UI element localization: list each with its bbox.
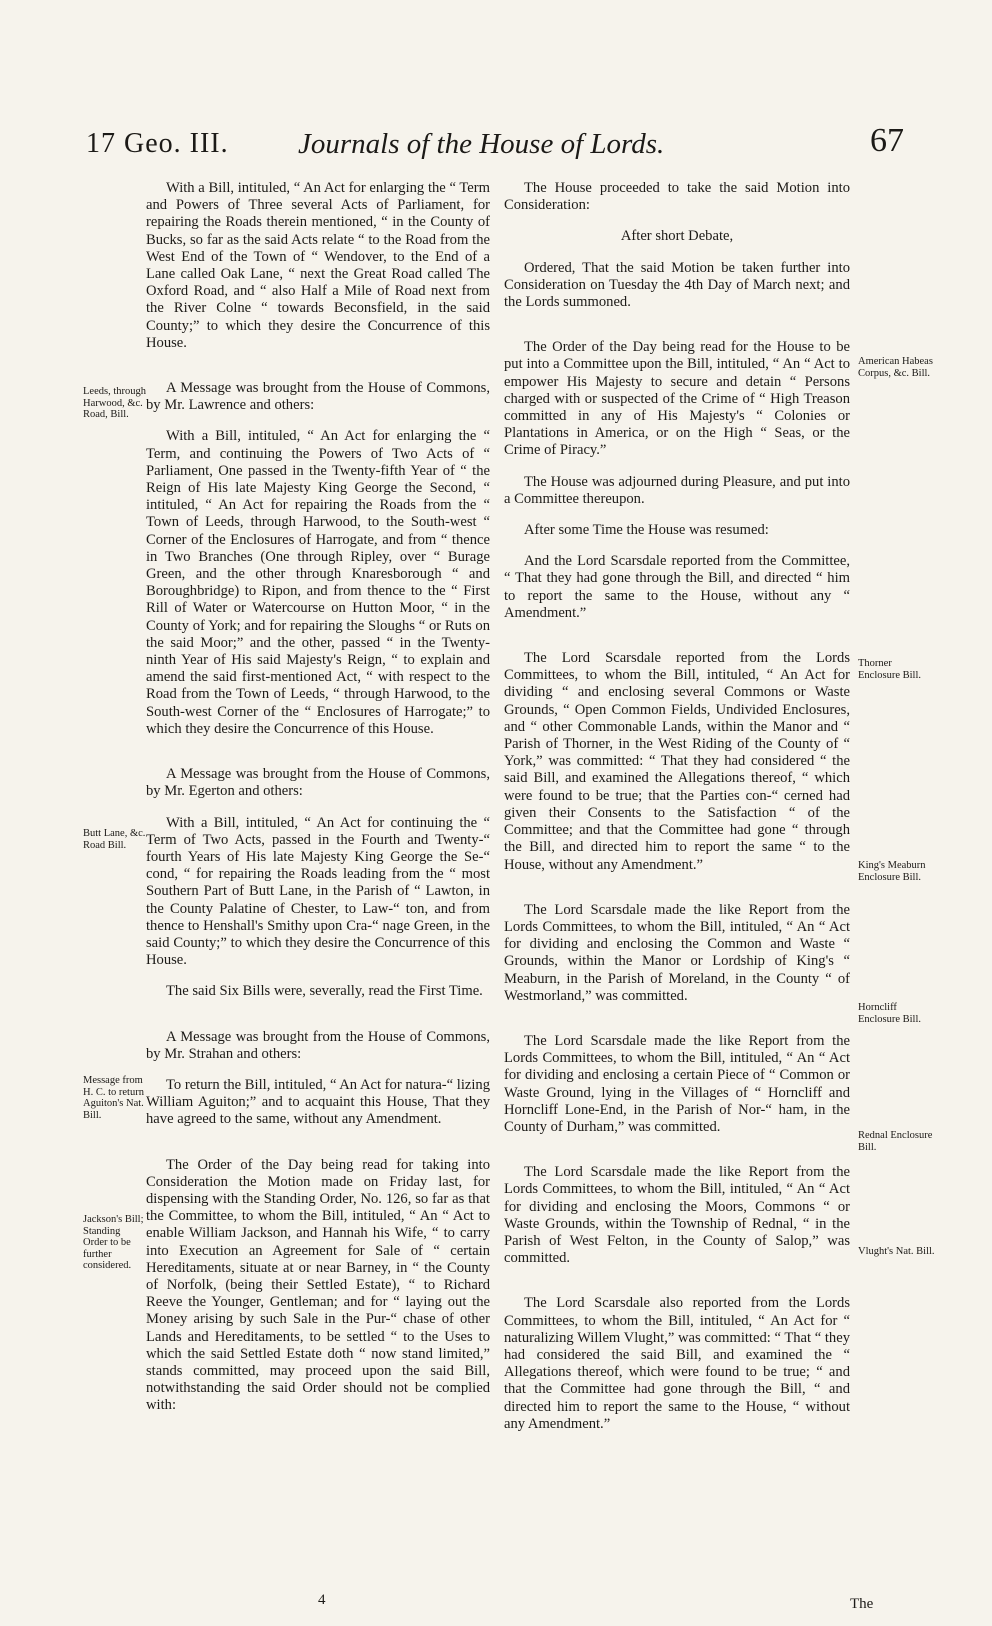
margin-note: Jackson's Bill; Standing Order to be further considered.	[83, 1214, 144, 1271]
catchword: The	[850, 1596, 874, 1612]
paragraph: After short Debate,	[620, 228, 734, 245]
paragraph: The Lord Scarsdale also reported from the Lords Committees, to whom the Bill, intituled, “ An Act for “ naturalizing Willem Vlught,” was committed: “ That “ they had considered the said Bill, and examined the “ Allegations thereof, which were found to be true; “ and that the Committee had gone through the Bill, “ and directed him to report the same to the House, “ without any Amendment.”	[504, 1295, 850, 1432]
margin-note: Thorner Enclosure Bill.	[858, 658, 921, 681]
margin-note: Leeds, through Harwood, &c. Road, Bill.	[83, 386, 146, 420]
left-column	[146, 180, 490, 1429]
paragraph: A Message was brought from the House of Commons, by Mr. Egerton and others:	[146, 766, 490, 800]
paragraph: The Lord Scarsdale made the like Report from the Lords Committees, to whom the Bill, intituled, “ An “ Act for dividing and enclosing the Moors, Commons “ or Waste Grounds, within the Township of Rednal, “ in the Parish of West Felton, in the County of Salop,” was committed.	[504, 1164, 850, 1267]
paragraph: The said Six Bills were, severally, read the First Time.	[166, 983, 483, 1000]
paragraph: A Message was brought from the House of Commons, by Mr. Strahan and others:	[146, 1028, 490, 1062]
paragraph: The Order of the Day being read for taking into Consideration the Motion made on Friday last, for dispensing with the Standing Order, No. 126, so far as that the Committee, to whom the Bill, intituled, “ An “ Act to enable William Jackson, and Hannah his Wife, “ to carry into Execution an Agreement for Sale of “ certain Hereditaments, situate at or near Barney, in “ the County of Norfolk, (being their Settled Estate), “ to Richard Reeve the Younger, Gentleman; and for “ laying out the Money arising by such Sale in the Pur-“ chase of other Lands and Hereditaments, to be settled “ to the Uses to which the said Settled Estate doth “ now stand limited,” stands committed, may proceed upon the said Bill, notwithstanding the said Order should not be complied with:	[146, 1156, 490, 1414]
margin-note: Rednal Enclosure Bill.	[858, 1130, 933, 1153]
header-title-text: Journals of the House of Lords.	[298, 128, 665, 160]
paragraph: After some Time the House was resumed:	[524, 522, 769, 539]
paragraph: The Lord Scarsdale made the like Report from the Lords Committees, to whom the Bill, intituled, “ An “ Act for dividing and enclosing the Common and Waste “ Grounds, within the Manor or Lordship of King's “ Meaburn, in the Parish of Moreland, in the County “ of Westmorland,” was committed.	[504, 901, 850, 1004]
signature-mark: 4	[318, 1592, 326, 1608]
header-title	[298, 128, 664, 161]
paragraph: With a Bill, intituled, “ An Act for enlarging the “ Term and Powers of Three several Acts of Parliament, for repairing the Roads therein mentioned, “ in the County of Bucks, so far as the said Acts relate “ to the Road from the West End of the Town of “ Wendover, to the End of a Lane called Oak Lane, “ next the Great Road called The Oxford Road, and “ also Half a Mile of Road next from the River Colne “ towards Beconsfield, in the said County;” to which they desire the Concurrence of this House.	[146, 180, 490, 351]
paragraph: The Order of the Day being read for the House to be put into a Committee upon the Bill, intituled, “ An “ Act to empower His Majesty to secure and detain “ Persons charged with or suspected of the Crime of “ High Treason committed in any of His Majesty's “ Colonies or Plantations in America, or on the High “ Seas, or the Crime of Piracy.”	[504, 339, 850, 459]
margin-note: King's Meaburn Enclosure Bill.	[858, 860, 926, 883]
right-column	[504, 180, 850, 1447]
margin-note: Butt Lane, &c. Road Bill.	[83, 828, 146, 851]
paragraph: A Message was brought from the House of Commons, by Mr. Lawrence and others:	[146, 380, 490, 414]
margin-note: Horncliff Enclosure Bill.	[858, 1002, 921, 1025]
paragraph: The House proceeded to take the said Motion into Consideration:	[504, 180, 850, 214]
paragraph: The House was adjourned during Pleasure, and put into a Committee thereupon.	[504, 473, 850, 507]
paragraph: With a Bill, intituled, “ An Act for enlarging the “ Term, and continuing the Powers of Two Acts of “ Parliament, One passed in the Twenty-fifth Year of “ the Reign of His late Majesty King George the Second, “ intituled, “ An Act for repairing the Roads from the “ Town of Leeds, through Harwood, to the South-west “ Corner of the Enclosures of Harrogate, and from “ thence in Two Branches (One through Ripley, over “ Burage Green, and the other through Knaresborough “ and Boroughbridge) to Ripon, and from thence to the “ First Rill of Water or Watercourse on Hutton Moor, “ in the County of York; and for repairing the Sloughs “ or Ruts on the said Moor;” and the other, passed “ in the Twenty-ninth Year of His said Majesty's Reign, “ to explain and amend the said first-mentioned Act, “ with respect to the Road from the Town of Leeds, “ through Harwood, to the South-west Corner of the “ Enclosures of Harrogate;” to which they desire the Concurrence of this House.	[146, 428, 490, 737]
header-page-number: 67	[870, 122, 904, 159]
paragraph: The Lord Scarsdale made the like Report from the Lords Committees, to whom the Bill, intituled, “ An “ Act for dividing and enclosing a certain Piece of “ Common or Waste Ground, lying in the Villages of “ Horncliff and Horncliff Lone-End, in the Parish of Nor-“ ham, in the County of Durham,” was committed.	[504, 1032, 850, 1135]
paragraph: And the Lord Scarsdale reported from the Committee, “ That they had gone through the Bill, and directed “ him to report the same to the House, without any “ Amendment.”	[504, 553, 850, 621]
paragraph: The Lord Scarsdale reported from the Lords Committees, to whom the Bill, intituled, “ An Act for dividing “ and enclosing several Commons or Waste Grounds, “ Open Common Fields, Undivided Enclosures, and “ other Commonable Lands, within the Manor and “ Parish of Thorner, in the West Riding of the County of “ York,” was committed: “ That they had considered “ the said Bill, and examined the Allegations thereof, “ which were found to be true; that the Parties con-“ cerned had given their Consents to the Satisfaction “ of the Committee; and that the Committee had gone “ through the Bill, and directed him to report the same “ to the House, without any Amendment.”	[504, 650, 850, 873]
margin-note: American Habeas Corpus, &c. Bill.	[858, 356, 933, 379]
paragraph: With a Bill, intituled, “ An Act for continuing the “ Term of Two Acts, passed in the Fourth and Twenty-“ fourth Years of His late Majesty King George the Se-“ cond, “ for repairing the Roads leading from the “ most Southern Part of Butt Lane, in the Parish of “ Lawton, in the County Palatine of Chester, to Law-“ ton, and from thence to Henshall's Smithy upon Cra-“ nage Green, in the said County;” to which they desire the Concurrence of this House.	[146, 814, 490, 969]
paragraph: Ordered, That the said Motion be taken further into Consideration on Tuesday the 4th Day of March next; and the Lords summoned.	[504, 259, 850, 311]
header-regnal-year: 17 Geo. III.	[86, 128, 229, 159]
paragraph: To return the Bill, intituled, “ An Act for natura-“ lizing William Aguiton;” and to acquaint this House, That they have agreed to the same, without any Amendment.	[146, 1076, 491, 1128]
margin-note: Message from H. C. to return Aguiton's Nat. Bill.	[83, 1075, 144, 1121]
margin-note: Vlught's Nat. Bill.	[858, 1246, 935, 1257]
